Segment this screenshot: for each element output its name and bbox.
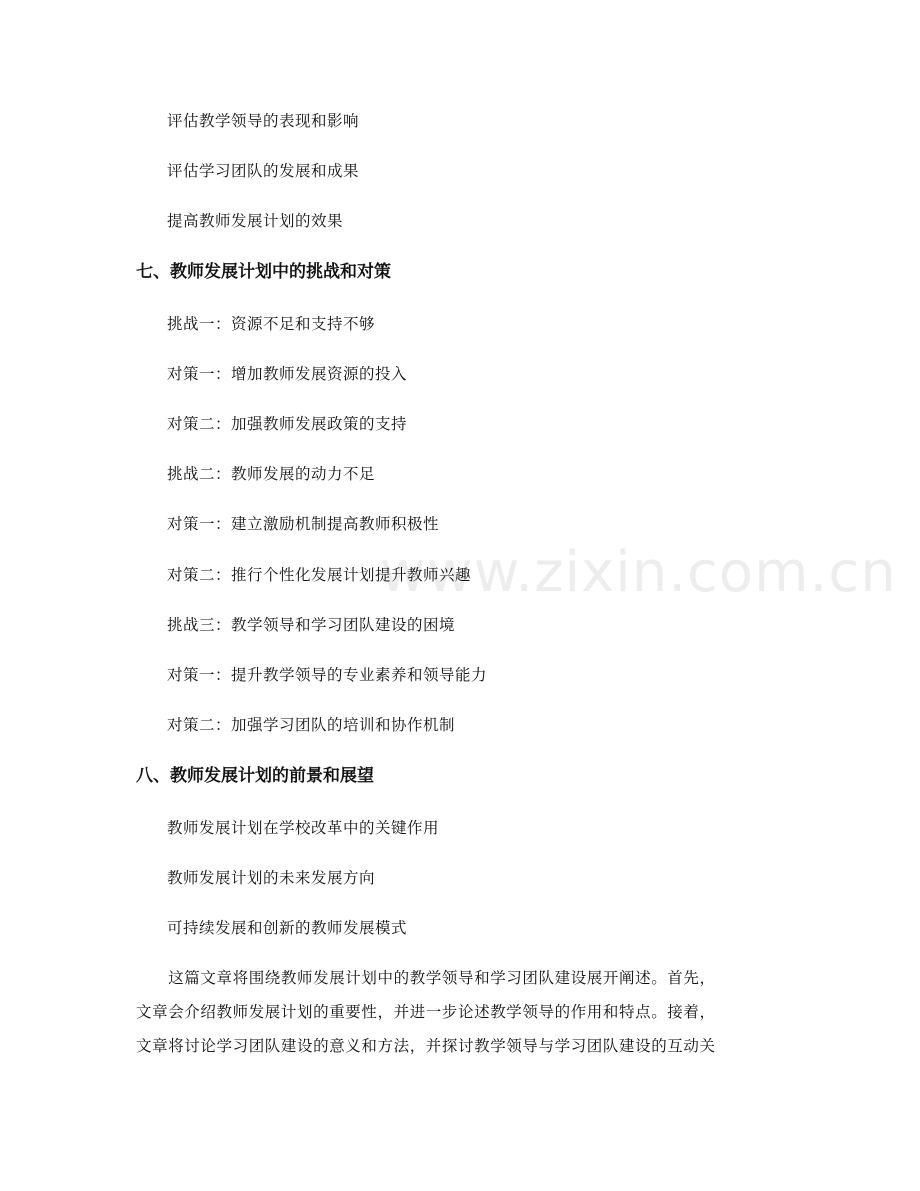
list-item: 对策二：推行个性化发展计划提升教师兴趣 [167, 566, 472, 584]
section-heading: 八、教师发展计划的前景和展望 [136, 766, 374, 786]
list-item: 教师发展计划在学校改革中的关键作用 [167, 819, 440, 837]
list-item: 对策一：提升教学领导的专业素养和领导能力 [167, 666, 488, 684]
list-item: 挑战一：资源不足和支持不够 [167, 315, 376, 333]
paragraph-line: 文章将讨论学习团队建设的意义和方法，并探讨教学领导与学习团队建设的互动关 [136, 1037, 716, 1055]
list-item: 提高教师发展计划的效果 [167, 212, 344, 230]
paragraph-line: 文章会介绍教师发展计划的重要性，并进一步论述教学领导的作用和特点。接着， [136, 1003, 716, 1021]
section-heading: 七、教师发展计划中的挑战和对策 [136, 262, 391, 282]
list-item: 可持续发展和创新的教师发展模式 [167, 919, 408, 937]
list-item: 教师发展计划的未来发展方向 [167, 869, 376, 887]
list-item: 挑战三：教学领导和学习团队建设的困境 [167, 616, 456, 634]
list-item: 挑战二：教师发展的动力不足 [167, 465, 376, 483]
list-item: 评估教学领导的表现和影响 [167, 112, 360, 130]
list-item: 对策二：加强教师发展政策的支持 [167, 415, 408, 433]
list-item: 对策一：建立激励机制提高教师积极性 [167, 515, 440, 533]
list-item: 对策二：加强学习团队的培训和协作机制 [167, 716, 456, 734]
list-item: 评估学习团队的发展和成果 [167, 162, 360, 180]
watermark: www.zixin.com.cn [380, 540, 897, 605]
list-item: 对策一：增加教师发展资源的投入 [167, 365, 408, 383]
paragraph-line: 这篇文章将围绕教师发展计划中的教学领导和学习团队建设展开阐述。首先， [136, 969, 716, 987]
